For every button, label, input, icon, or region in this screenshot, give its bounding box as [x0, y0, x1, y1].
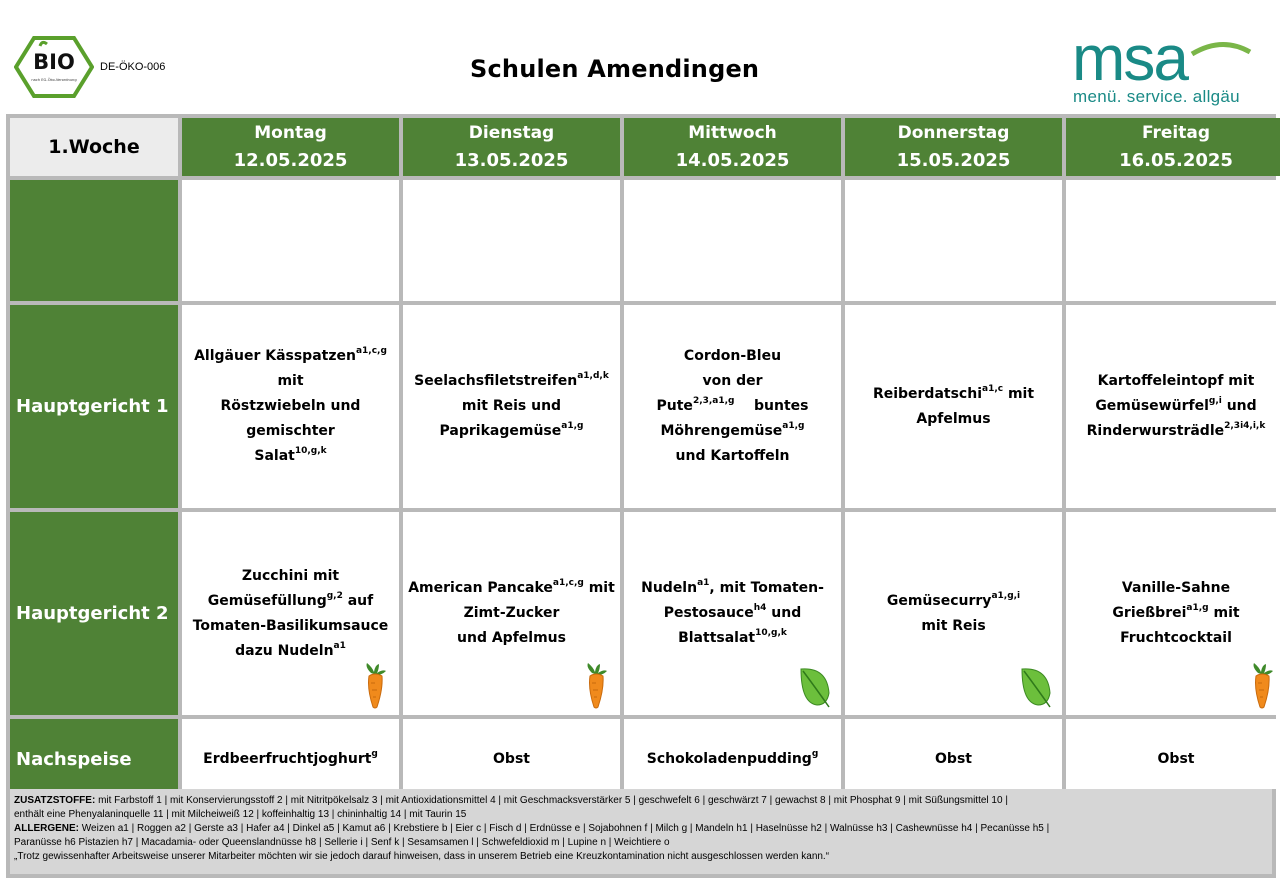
empty-cell-thursday — [845, 180, 1062, 301]
day-name: Montag — [254, 123, 327, 143]
dish-line: Zucchini mit — [241, 567, 340, 584]
svg-text:msa: msa — [1072, 30, 1187, 88]
day-name: Mittwoch — [688, 123, 777, 143]
day-header-thursday — [845, 118, 1062, 176]
dish-hg1-friday — [1066, 305, 1280, 508]
dish-line: Allgäuer Kässpatzen$^{a1,c,g}$ mit — [194, 346, 387, 389]
disclaimer: „Trotz gewissenhafter Arbeitsweise unserer Mitarbeiter möchten wir sie jedoch darauf hinweisen, dass in unserem Betrieb eine Kreuzkontamination nicht ausgeschlossen werden kann.“ — [14, 851, 830, 862]
msa-logo — [1072, 30, 1252, 88]
dessert-monday — [182, 719, 399, 799]
empty-cell-monday — [182, 180, 399, 301]
dish-line: Apfelmus — [916, 410, 991, 427]
carrot-icon — [1248, 663, 1276, 709]
dish-line: Erdbeerfruchtjoghurt$^g$ — [203, 748, 378, 767]
dish-line: von der Pute$^{2,3,a1,g}$ buntes — [656, 373, 809, 414]
dish-hg2-friday — [1066, 512, 1280, 715]
dish-line: Vanille-Sahne — [1121, 580, 1231, 596]
day-header-friday — [1066, 118, 1280, 176]
leaf-icon — [797, 665, 833, 709]
dish-line: Blattsalat$^{10,g,k}$ — [678, 628, 787, 646]
dish-line: Obst — [493, 750, 530, 767]
carrot-icon — [361, 663, 389, 709]
dish-line: Salat$^{10,g,k}$ — [254, 446, 327, 464]
leaf-icon — [1018, 665, 1054, 709]
svg-text:BIO: BIO — [33, 50, 75, 74]
dish-line: Seelachsfiletstreifen$^{a1,d,k}$ — [414, 371, 609, 389]
dessert-thursday — [845, 719, 1062, 799]
row-label-hauptgericht-2: Hauptgericht 2 — [10, 512, 178, 715]
dish-hg2-tuesday — [403, 512, 620, 715]
day-date: 14.05.2025 — [675, 150, 790, 171]
day-date: 16.05.2025 — [1119, 150, 1233, 171]
dish-line: Grießbrei$^{a1,g}$ mit — [1112, 603, 1240, 621]
empty-row-label — [10, 180, 178, 301]
dish-line: Röstzwiebeln und gemischter — [220, 398, 361, 439]
empty-cell-tuesday — [403, 180, 620, 301]
dish-line: Paprikagemüse$^{a1,g}$ — [439, 421, 584, 439]
dish-line: Nudeln$^{a1}$, mit Tomaten- — [641, 578, 824, 596]
dish-line: Gemüsefüllung$^{g,2}$ auf — [207, 590, 374, 609]
day-date: 15.05.2025 — [896, 150, 1011, 171]
dish-line: mit Reis und — [461, 398, 562, 414]
day-date: 12.05.2025 — [233, 150, 348, 171]
day-name: Freitag — [1141, 123, 1211, 143]
bio-seal-logo — [14, 36, 94, 98]
dish-line: und Apfelmus — [457, 630, 566, 646]
dish-line: mit Reis — [921, 617, 986, 634]
day-header-tuesday — [403, 118, 620, 176]
dish-line: Pestosauce$^{h4}$ und — [663, 603, 802, 621]
svg-text:nach EG-Öko-Verordnung: nach EG-Öko-Verordnung — [31, 78, 77, 82]
empty-cell-wednesday — [624, 180, 841, 301]
day-date: 13.05.2025 — [454, 150, 569, 171]
dish-line: Gemüsecurry$^{a1,g,i}$ — [886, 590, 1021, 609]
zusatzstoffe-line-1: ZUSATZSTOFFE: mit Farbstoff 1 | mit Konservierungsstoff 2 | mit Nitritpökelsalz 3 | mit Antioxidationsmittel 4 | mit Geschmacksverstärker 5 | geschwefelt 6 | geschwärzt 7 | gewachst 8 | mit Phosphat 9 | mit Süßungsmittel 10 | — [14, 795, 1008, 806]
week-label: 1.Woche — [10, 118, 178, 176]
day-header-monday — [182, 118, 399, 176]
dish-line: American Pancake$^{a1,c,g}$ mit — [408, 578, 615, 596]
dish-hg1-wednesday — [624, 305, 841, 508]
carrot-icon — [582, 663, 610, 709]
dish-line: Möhrengemüse$^{a1,g}$ — [660, 421, 805, 439]
dish-line: Rinderwursträdle$^{2,3i4,i,k}$ — [1086, 421, 1266, 439]
dessert-friday — [1066, 719, 1280, 799]
zusatzstoffe-line-2: enthält eine Phenyalaninquelle 11 | mit Milcheiweiß 12 | koffeinhaltig 13 | chininhaltig 14 | mit Taurin 15 — [14, 809, 467, 820]
row-label-hauptgericht-1: Hauptgericht 1 — [10, 305, 178, 508]
dish-line: Zimt-Zucker — [463, 605, 560, 621]
page-title: Schulen Amendingen — [470, 55, 760, 83]
dish-line: Obst — [935, 750, 972, 767]
day-name: Donnerstag — [897, 123, 1010, 143]
menu-table — [6, 114, 1276, 789]
dish-hg2-wednesday — [624, 512, 841, 715]
legend-footer — [6, 789, 1276, 878]
dish-line: Cordon-Bleu — [683, 348, 782, 364]
dessert-wednesday — [624, 719, 841, 799]
bio-certification-code: DE-ÖKO-006 — [100, 61, 166, 73]
dish-line: Tomaten-Basilikumsauce — [192, 617, 389, 634]
dish-line: Gemüsewürfel$^{g,i}$ und — [1095, 396, 1257, 414]
dish-line: dazu Nudeln$^{a1}$ — [235, 640, 346, 659]
dish-hg1-monday — [182, 305, 399, 508]
allergene-line-1: ALLERGENE: Weizen a1 | Roggen a2 | Gerste a3 | Hafer a4 | Dinkel a5 | Kamut a6 | Krebstiere b | Eier c | Fisch d | Erdnüsse e | Sojabohnen f | Milch g | Mandeln h1 | Haselnüsse h2 | Walnüsse h3 | Cashewnüsse h4 | Pecanüsse h5 | — [14, 823, 1050, 834]
dish-line: Obst — [1157, 750, 1195, 767]
dish-line: Fruchtcocktail — [1120, 630, 1232, 646]
day-header-wednesday — [624, 118, 841, 176]
dish-hg1-thursday — [845, 305, 1062, 508]
dish-line: Kartoffeleintopf mit — [1097, 373, 1255, 389]
dish-line: und Kartoffeln — [675, 448, 790, 464]
dish-line: Reiberdatschi$^{a1,c}$ mit — [872, 383, 1035, 402]
dish-line: Schokoladenpudding$^g$ — [646, 748, 819, 767]
dessert-tuesday — [403, 719, 620, 799]
day-name: Dienstag — [468, 123, 555, 143]
dish-hg2-thursday — [845, 512, 1062, 715]
empty-cell-friday — [1066, 180, 1280, 301]
dish-hg2-monday — [182, 512, 399, 715]
allergene-line-2: Paranüsse h6 Pistazien h7 | Macadamia- oder Queenslandnüsse h8 | Sellerie i | Senf k | Sesamsamen l | Schwefeldioxid m | Lupine n | Weichtiere o — [14, 837, 670, 848]
msa-tagline: menü. service. allgäu — [1073, 87, 1240, 106]
dish-hg1-tuesday — [403, 305, 620, 508]
row-label-nachspeise: Nachspeise — [10, 719, 178, 799]
